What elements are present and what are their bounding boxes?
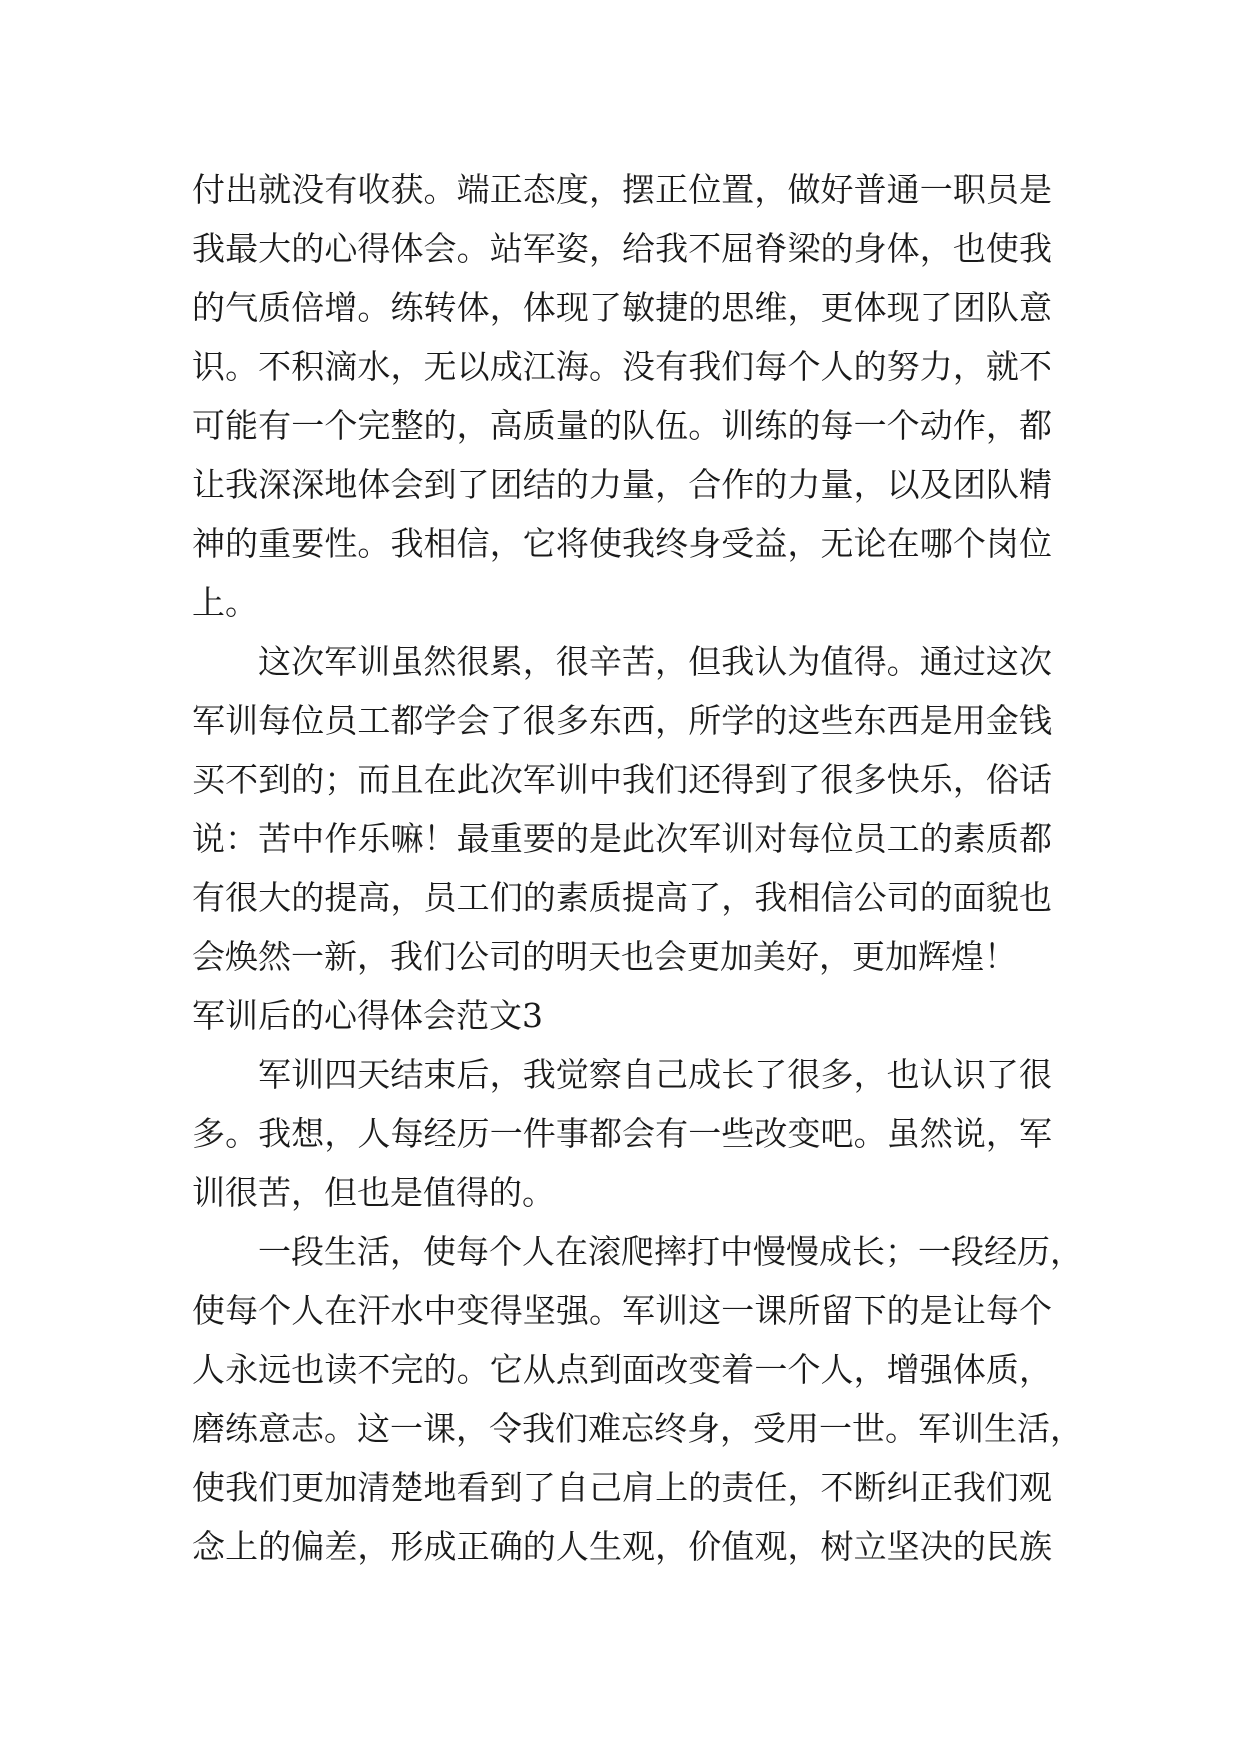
text-line: 神的重要性。我相信，它将使我终身受益，无论在哪个岗位 [192,524,1052,563]
document-body [192,160,1083,1576]
text-line: 一段生活，使每个人在滚爬摔打中慢慢成长；一段经历， [258,1232,1083,1271]
text-line: 训很苦，但也是值得的。 [192,1173,555,1212]
text-line: 我最大的心得体会。站军姿，给我不屈脊梁的身体，也使我 [192,229,1052,268]
text-line: 的气质倍增。练转体，体现了敏捷的思维，更体现了团队意 [192,288,1052,327]
text-line: 多。我想，人每经历一件事都会有一些改变吧。虽然说，军 [192,1114,1052,1153]
text-line: 磨练意志。这一课，令我们难忘终身，受用一世。军训生活， [192,1409,1083,1448]
text-line: 念上的偏差，形成正确的人生观，价值观，树立坚决的民族 [192,1527,1052,1566]
section-heading: 军训后的心得体会范文3 [192,996,543,1035]
text-line: 会焕然一新，我们公司的明天也会更加美好，更加辉煌！ [192,937,1017,976]
text-line: 上。 [192,583,258,622]
text-line: 识。不积滴水，无以成江海。没有我们每个人的努力，就不 [192,347,1052,386]
text-line: 人永远也读不完的。它从点到面改变着一个人，增强体质， [192,1350,1052,1389]
text-line: 说：苦中作乐嘛！最重要的是此次军训对每位员工的素质都 [192,819,1052,858]
text-line: 使我们更加清楚地看到了自己肩上的责任，不断纠正我们观 [192,1468,1052,1507]
text-line: 可能有一个完整的，高质量的队伍。训练的每一个动作，都 [192,406,1052,445]
text-line: 让我深深地体会到了团结的力量，合作的力量，以及团队精 [192,465,1052,504]
text-line: 买不到的；而且在此次军训中我们还得到了很多快乐，俗话 [192,760,1052,799]
text-line: 付出就没有收获。端正态度，摆正位置，做好普通一职员是 [192,170,1052,209]
text-line: 有很大的提高，员工们的素质提高了，我相信公司的面貌也 [192,878,1052,917]
text-line: 使每个人在汗水中变得坚强。军训这一课所留下的是让每个 [192,1291,1052,1330]
text-line: 这次军训虽然很累，很辛苦，但我认为值得。通过这次 [258,642,1052,681]
text-line: 军训四天结束后，我觉察自己成长了很多，也认识了很 [258,1055,1052,1094]
text-line: 军训每位员工都学会了很多东西，所学的这些东西是用金钱 [192,701,1052,740]
